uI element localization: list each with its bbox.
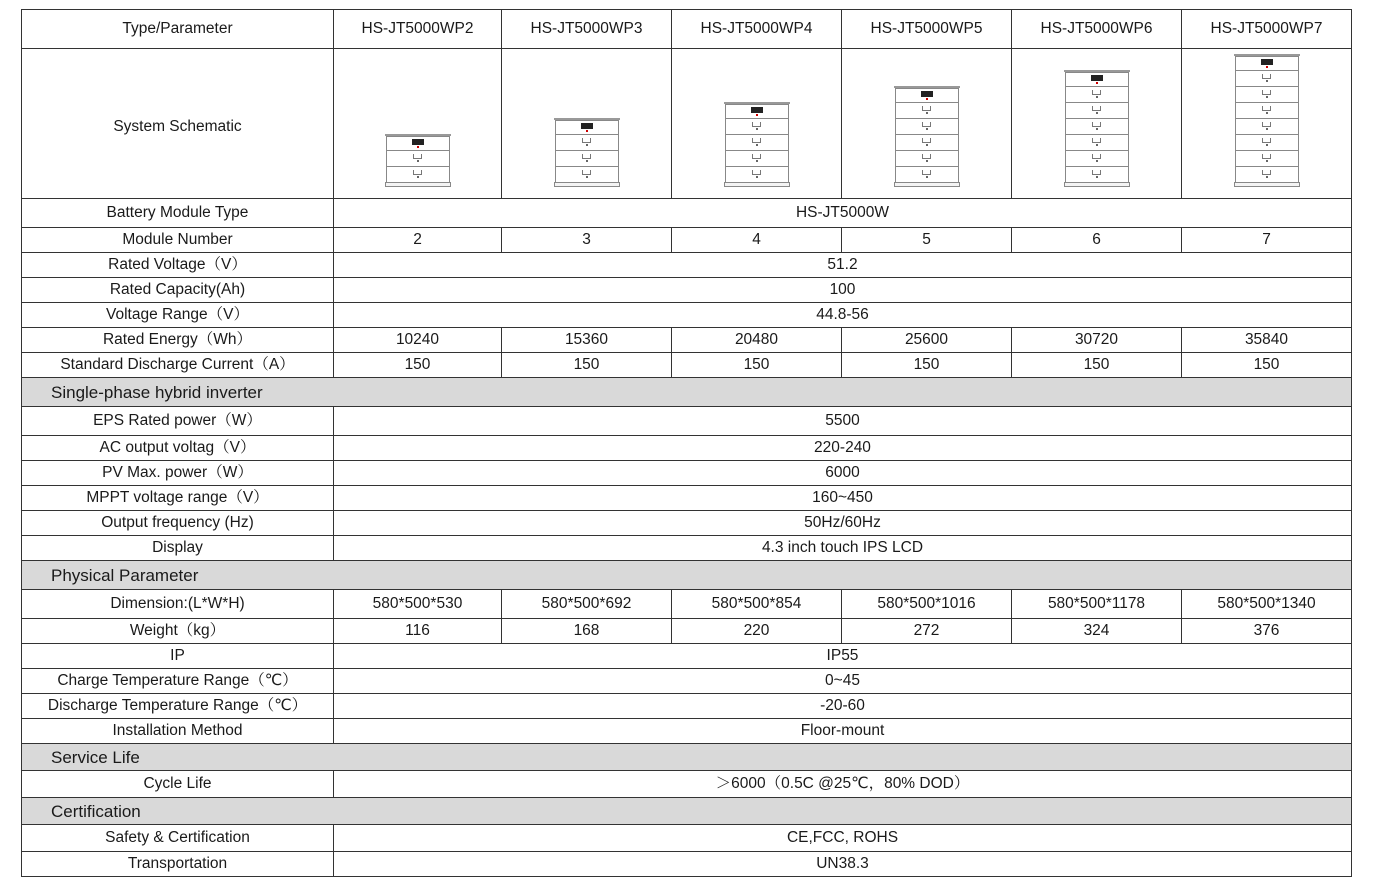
- row-value: 5500: [334, 407, 1352, 436]
- module-indicator-icon: [586, 176, 588, 178]
- control-module: [386, 136, 450, 150]
- control-module: [1235, 56, 1299, 70]
- row-value: 150: [1012, 353, 1182, 378]
- battery-module: [1065, 118, 1129, 134]
- model-header: HS-JT5000WP7: [1182, 10, 1352, 49]
- module-indicator-icon: [926, 144, 928, 146]
- row-label: Transportation: [22, 852, 334, 877]
- row-value: 150: [1182, 353, 1352, 378]
- module-indicator-icon: [1096, 144, 1098, 146]
- module-handle-icon: [1262, 74, 1271, 79]
- module-handle-icon: [1092, 170, 1101, 175]
- row-label: Installation Method: [22, 719, 334, 744]
- model-header: HS-JT5000WP6: [1012, 10, 1182, 49]
- battery-stack-image: [502, 51, 671, 197]
- battery-module: [725, 134, 789, 150]
- module-handle-icon: [1092, 138, 1101, 143]
- module-handle-icon: [1262, 170, 1271, 175]
- module-handle-icon: [1092, 122, 1101, 127]
- spec-row: [22, 199, 1352, 228]
- schematic-row: [22, 49, 1352, 199]
- row-value: 4.3 inch touch IPS LCD: [334, 536, 1352, 561]
- battery-cabinet: [724, 102, 790, 187]
- row-value: 30720: [1012, 328, 1182, 353]
- battery-module: [725, 150, 789, 166]
- spec-row: [22, 719, 1352, 744]
- row-label: Voltage Range（V）: [22, 303, 334, 328]
- row-label: EPS Rated power（W）: [22, 407, 334, 436]
- row-value: 150: [842, 353, 1012, 378]
- led-indicator-icon: [417, 146, 419, 148]
- module-handle-icon: [1092, 90, 1101, 95]
- module-indicator-icon: [756, 176, 758, 178]
- battery-module: [1235, 70, 1299, 86]
- battery-cabinet: [1234, 54, 1300, 187]
- row-value: 580*500*530: [334, 590, 502, 619]
- spec-row: [22, 825, 1352, 852]
- module-indicator-icon: [1096, 128, 1098, 130]
- module-indicator-icon: [926, 176, 928, 178]
- module-handle-icon: [582, 154, 591, 159]
- module-handle-icon: [1262, 90, 1271, 95]
- row-label: Display: [22, 536, 334, 561]
- battery-cabinet: [385, 134, 451, 187]
- led-indicator-icon: [1266, 66, 1268, 68]
- row-value: 580*500*1016: [842, 590, 1012, 619]
- schematic-cell: [1182, 49, 1352, 199]
- cabinet-base: [724, 182, 790, 187]
- section-row: [22, 744, 1352, 771]
- spec-row: [22, 644, 1352, 669]
- row-label: Safety & Certification: [22, 825, 334, 852]
- battery-module: [1065, 134, 1129, 150]
- section-row: [22, 561, 1352, 590]
- module-indicator-icon: [926, 160, 928, 162]
- row-value: 160~450: [334, 486, 1352, 511]
- battery-module: [1235, 150, 1299, 166]
- module-handle-icon: [1262, 138, 1271, 143]
- row-value: CE,FCC, ROHS: [334, 825, 1352, 852]
- battery-cabinet: [554, 118, 620, 187]
- row-value: 5: [842, 228, 1012, 253]
- lcd-screen-icon: [581, 123, 593, 129]
- battery-module: [895, 134, 959, 150]
- module-indicator-icon: [1266, 128, 1268, 130]
- module-indicator-icon: [1266, 144, 1268, 146]
- row-value: IP55: [334, 644, 1352, 669]
- row-value: 0~45: [334, 669, 1352, 694]
- row-value: 51.2: [334, 253, 1352, 278]
- module-handle-icon: [752, 122, 761, 127]
- section-title: Certification: [22, 798, 1352, 825]
- battery-module: [725, 118, 789, 134]
- schematic-cell: [672, 49, 842, 199]
- battery-module: [895, 102, 959, 118]
- row-value: 6: [1012, 228, 1182, 253]
- battery-stack-image: [672, 51, 841, 197]
- row-value: 150: [502, 353, 672, 378]
- module-indicator-icon: [417, 160, 419, 162]
- spec-row: [22, 353, 1352, 378]
- lcd-screen-icon: [921, 91, 933, 97]
- row-value: 7: [1182, 228, 1352, 253]
- row-value: 116: [334, 619, 502, 644]
- row-value: 580*500*1178: [1012, 590, 1182, 619]
- battery-module: [386, 166, 450, 182]
- schematic-cell: [1012, 49, 1182, 199]
- module-indicator-icon: [1266, 80, 1268, 82]
- control-module: [1065, 72, 1129, 86]
- module-handle-icon: [1262, 154, 1271, 159]
- section-title: Single-phase hybrid inverter: [22, 378, 1352, 407]
- row-value: 25600: [842, 328, 1012, 353]
- row-value: 324: [1012, 619, 1182, 644]
- battery-module: [1235, 102, 1299, 118]
- module-handle-icon: [752, 154, 761, 159]
- schematic-label: System Schematic: [22, 49, 334, 199]
- row-value: 100: [334, 278, 1352, 303]
- section-title: Physical Parameter: [22, 561, 1352, 590]
- header-row: [22, 10, 1352, 49]
- battery-module: [1065, 166, 1129, 182]
- row-value: 220: [672, 619, 842, 644]
- row-value: -20-60: [334, 694, 1352, 719]
- row-label: Battery Module Type: [22, 199, 334, 228]
- spec-row: [22, 228, 1352, 253]
- module-indicator-icon: [756, 128, 758, 130]
- spec-row: [22, 536, 1352, 561]
- module-handle-icon: [752, 170, 761, 175]
- row-value: 150: [672, 353, 842, 378]
- control-module: [555, 120, 619, 134]
- spec-row: [22, 303, 1352, 328]
- model-header: HS-JT5000WP4: [672, 10, 842, 49]
- battery-module: [555, 134, 619, 150]
- module-handle-icon: [1092, 106, 1101, 111]
- module-handle-icon: [922, 170, 931, 175]
- row-label: Standard Discharge Current（A）: [22, 353, 334, 378]
- battery-stack-image: [842, 51, 1011, 197]
- battery-module: [1235, 118, 1299, 134]
- spec-row: [22, 486, 1352, 511]
- battery-stack-image: [1182, 51, 1351, 197]
- lcd-screen-icon: [412, 139, 424, 145]
- row-value: 2: [334, 228, 502, 253]
- schematic-cell: [334, 49, 502, 199]
- battery-module: [1065, 150, 1129, 166]
- module-indicator-icon: [417, 176, 419, 178]
- row-label: Cycle Life: [22, 771, 334, 798]
- model-header: HS-JT5000WP3: [502, 10, 672, 49]
- module-indicator-icon: [1266, 112, 1268, 114]
- module-handle-icon: [922, 154, 931, 159]
- battery-stack-image: [1012, 51, 1181, 197]
- module-indicator-icon: [1266, 160, 1268, 162]
- battery-module: [555, 150, 619, 166]
- module-indicator-icon: [1266, 96, 1268, 98]
- cabinet-base: [894, 182, 960, 187]
- control-module: [725, 104, 789, 118]
- row-value: 6000: [334, 461, 1352, 486]
- battery-module: [895, 118, 959, 134]
- battery-module: [895, 166, 959, 182]
- spec-row: [22, 694, 1352, 719]
- header-label: Type/Parameter: [22, 10, 334, 49]
- spec-row: [22, 590, 1352, 619]
- lcd-screen-icon: [1091, 75, 1103, 81]
- module-handle-icon: [413, 170, 422, 175]
- led-indicator-icon: [586, 130, 588, 132]
- lcd-screen-icon: [1261, 59, 1273, 65]
- spec-row: [22, 511, 1352, 536]
- row-label: Module Number: [22, 228, 334, 253]
- row-value: 20480: [672, 328, 842, 353]
- module-handle-icon: [1262, 106, 1271, 111]
- spec-row: [22, 669, 1352, 694]
- battery-module: [1235, 134, 1299, 150]
- battery-module: [1235, 166, 1299, 182]
- spec-row: [22, 328, 1352, 353]
- spec-table: [21, 9, 1352, 877]
- battery-cabinet: [894, 86, 960, 187]
- row-value: HS-JT5000W: [334, 199, 1352, 228]
- row-label: Weight（kg）: [22, 619, 334, 644]
- row-label: Charge Temperature Range（℃）: [22, 669, 334, 694]
- module-indicator-icon: [756, 160, 758, 162]
- led-indicator-icon: [756, 114, 758, 116]
- row-value: 15360: [502, 328, 672, 353]
- row-value: 272: [842, 619, 1012, 644]
- module-handle-icon: [1092, 154, 1101, 159]
- battery-module: [386, 150, 450, 166]
- row-value: 220-240: [334, 436, 1352, 461]
- module-handle-icon: [922, 138, 931, 143]
- spec-row: [22, 436, 1352, 461]
- module-indicator-icon: [1096, 176, 1098, 178]
- module-handle-icon: [582, 138, 591, 143]
- battery-module: [1065, 86, 1129, 102]
- schematic-cell: [502, 49, 672, 199]
- cabinet-base: [385, 182, 451, 187]
- row-value: 50Hz/60Hz: [334, 511, 1352, 536]
- row-value: 376: [1182, 619, 1352, 644]
- module-handle-icon: [413, 154, 422, 159]
- row-value: Floor-mount: [334, 719, 1352, 744]
- spec-row: [22, 771, 1352, 798]
- row-label: IP: [22, 644, 334, 669]
- row-label: MPPT voltage range（V）: [22, 486, 334, 511]
- module-handle-icon: [922, 122, 931, 127]
- row-label: PV Max. power（W）: [22, 461, 334, 486]
- module-handle-icon: [1262, 122, 1271, 127]
- module-handle-icon: [582, 170, 591, 175]
- battery-module: [725, 166, 789, 182]
- row-label: Rated Voltage（V）: [22, 253, 334, 278]
- spec-row: [22, 253, 1352, 278]
- module-indicator-icon: [1096, 96, 1098, 98]
- spec-row: [22, 461, 1352, 486]
- row-value: 44.8-56: [334, 303, 1352, 328]
- led-indicator-icon: [1096, 82, 1098, 84]
- cabinet-base: [554, 182, 620, 187]
- battery-module: [895, 150, 959, 166]
- lcd-screen-icon: [751, 107, 763, 113]
- battery-module: [555, 166, 619, 182]
- module-indicator-icon: [1096, 112, 1098, 114]
- module-handle-icon: [922, 106, 931, 111]
- row-label: Rated Capacity(Ah): [22, 278, 334, 303]
- row-value: 580*500*1340: [1182, 590, 1352, 619]
- module-indicator-icon: [1096, 160, 1098, 162]
- module-indicator-icon: [926, 112, 928, 114]
- row-value: 35840: [1182, 328, 1352, 353]
- row-label: Output frequency (Hz): [22, 511, 334, 536]
- spec-row: [22, 852, 1352, 877]
- spec-row: [22, 407, 1352, 436]
- cabinet-base: [1234, 182, 1300, 187]
- row-value: 4: [672, 228, 842, 253]
- row-value: 10240: [334, 328, 502, 353]
- battery-cabinet: [1064, 70, 1130, 187]
- led-indicator-icon: [926, 98, 928, 100]
- row-value: ＞6000（0.5C @25℃，80% DOD）: [334, 771, 1352, 798]
- section-title: Service Life: [22, 744, 1352, 771]
- battery-stack-image: [334, 51, 501, 197]
- row-value: 150: [334, 353, 502, 378]
- row-value: UN38.3: [334, 852, 1352, 877]
- module-indicator-icon: [586, 144, 588, 146]
- spec-row: [22, 619, 1352, 644]
- battery-module: [1065, 102, 1129, 118]
- spec-row: [22, 278, 1352, 303]
- module-indicator-icon: [756, 144, 758, 146]
- section-row: [22, 378, 1352, 407]
- module-indicator-icon: [1266, 176, 1268, 178]
- row-label: Dimension:(L*W*H): [22, 590, 334, 619]
- battery-module: [1235, 86, 1299, 102]
- row-value: 580*500*854: [672, 590, 842, 619]
- section-row: [22, 798, 1352, 825]
- row-label: Rated Energy（Wh）: [22, 328, 334, 353]
- model-header: HS-JT5000WP5: [842, 10, 1012, 49]
- module-indicator-icon: [586, 160, 588, 162]
- row-label: AC output voltag（V）: [22, 436, 334, 461]
- row-value: 168: [502, 619, 672, 644]
- row-value: 580*500*692: [502, 590, 672, 619]
- model-header: HS-JT5000WP2: [334, 10, 502, 49]
- cabinet-base: [1064, 182, 1130, 187]
- schematic-cell: [842, 49, 1012, 199]
- row-label: Discharge Temperature Range（℃）: [22, 694, 334, 719]
- row-value: 3: [502, 228, 672, 253]
- module-indicator-icon: [926, 128, 928, 130]
- control-module: [895, 88, 959, 102]
- module-handle-icon: [752, 138, 761, 143]
